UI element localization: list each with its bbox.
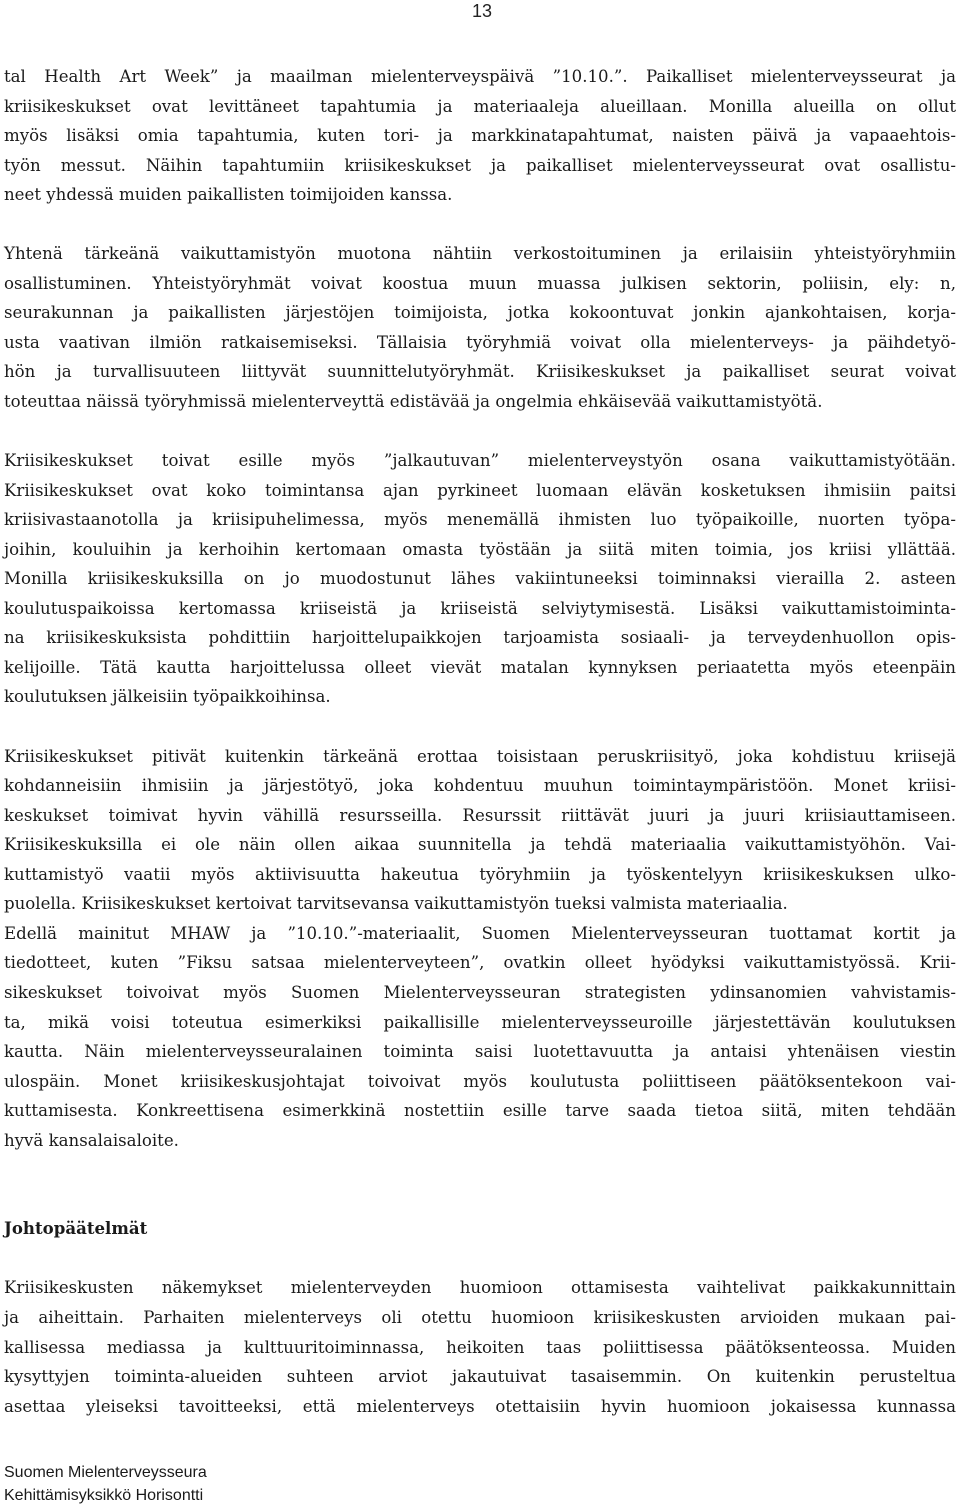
paragraph [4, 446, 956, 712]
text-line: kriisivastaanotolla ja kriisipuhelimessa, myös menemällä ihmisten luo työpaikoille, nuorten työpa- [4, 510, 956, 530]
text-line: hyvä kansalaisaloite. [4, 1130, 179, 1150]
text-line: kallisessa mediassa ja kulttuuritoiminnassa, heikoiten taas poliittisessa päätöksenteossa. Muiden [4, 1337, 956, 1357]
text-line: na kriisikeskuksista pohdittiin harjoittelupaikkojen tarjoamista sosiaali- ja terveydenhuollon opis- [4, 628, 956, 648]
text-line: kohdanneisiin ihmisiin ja järjestötyö, joka kohdentuu muuhun toimintaympäristöön. Monet kriisi- [4, 776, 956, 796]
page-number: 13 [471, 1, 492, 21]
text-line: koulutuksen jälkeisiin työpaikkoihinsa. [4, 687, 331, 707]
text-line: työn messut. Näihin tapahtumiin kriisikeskukset ja paikalliset mielenterveysseurat ovat osallistu- [4, 155, 956, 175]
section-heading: Johtopäätelmät [4, 1218, 148, 1239]
text-line: ulospäin. Monet kriisikeskusjohtajat toivoivat myös koulutusta poliittiseen päätöksentekoon vai- [4, 1071, 956, 1091]
footer-organization: Suomen Mielenterveysseura [4, 1464, 207, 1481]
text-line: usta vaativan ilmiön ratkaisemiseksi. Tällaisia työryhmiä voivat olla mielenterveys- ja päihdetyö- [4, 332, 956, 352]
text-line: ja aiheittain. Parhaiten mielenterveys oli otettu huomioon kriisikeskusten arvioiden mukaan pai- [4, 1307, 956, 1327]
text-line: kuttamistyö vaatii myös aktiivisuutta hakeutua työryhmiin ja työskentelyyn kriisikeskuksen ulko- [4, 864, 956, 884]
document-body [4, 62, 956, 1421]
text-line: asettaa yleiseksi tavoitteeksi, että mielenterveys otettaisiin hyvin huomioon jokaisessa kunnassa [4, 1396, 956, 1416]
paragraph [4, 239, 956, 416]
text-line: joihin, kouluihin ja kerhoihin kertomaan omasta työstään ja siitä miten toimia, jos kriisi yllättää. [4, 539, 956, 559]
paragraph [4, 1273, 956, 1421]
text-line: kelijoille. Tätä kautta harjoittelussa olleet vievät matalan kynnyksen periaatetta myös eteenpäin [4, 657, 956, 677]
text-line: Kriisikeskukset ovat koko toimintansa ajan pyrkineet luomaan elävän kosketuksen ihmisiin paitsi [4, 480, 956, 500]
text-line: hön ja turvallisuuteen liittyvät suunnittelutyöryhmät. Kriisikeskukset ja paikalliset seurat voivat [4, 362, 956, 382]
footer-unit: Kehittämisyksikkö Horisontti [4, 1487, 204, 1504]
text-line: myös lisäksi omia tapahtumia, kuten tori- ja markkinatapahtumat, naisten päivä ja vapaaehtois- [4, 126, 956, 146]
page-footer [4, 1461, 207, 1507]
text-line: kautta. Näin mielenterveysseuralainen toiminta saisi luotettavuutta ja antaisi yhtenäisen viestin [4, 1042, 956, 1062]
text-line: keskukset toimivat hyvin vähillä resursseilla. Resurssit riittävät juuri ja juuri kriisiauttamiseen. [4, 805, 956, 825]
text-line: kysyttyjen toiminta-alueiden suhteen arviot jakautuivat tasaisemmin. On kuitenkin perusteltua [4, 1367, 956, 1387]
text-line: Monilla kriisikeskuksilla on jo muodostunut lähes vakiintuneeksi toiminnaksi vierailla 2. asteen [4, 569, 956, 589]
text-line: Kriisikeskuksilla ei ole näin ollen aikaa suunnitella ja tehdä materiaalia vaikuttamistyöhön. Vai- [4, 835, 956, 855]
text-line: neet yhdessä muiden paikallisten toimijoiden kanssa. [4, 185, 453, 205]
text-line: Edellä mainitut MHAW ja ”10.10.”-materiaalit, Suomen Mielenterveysseuran tuottamat kortit ja [4, 923, 956, 943]
text-line: sikeskukset toivoivat myös Suomen Mielenterveysseuran strategisten ydinsanomien vahvistamis- [4, 982, 956, 1002]
text-line: Yhtenä tärkeänä vaikuttamistyön muotona nähtiin verkostoituminen ja erilaisiin yhteistyöryhmiin [4, 244, 956, 264]
text-line: osallistuminen. Yhteistyöryhmät voivat koostua muun muassa julkisen sektorin, poliisin, ely: n, [4, 273, 956, 293]
text-line: seurakunnan ja paikallisten järjestöjen toimijoista, jotka kokoontuvat jonkin ajankohtaisen, korja- [4, 303, 956, 323]
text-line: Kriisikeskukset pitivät kuitenkin tärkeänä erottaa toisistaan peruskriisityö, joka kohdistuu kriisejä [4, 746, 956, 766]
text-line: ta, mikä voisi toteutua esimerkiksi paikallisille mielenterveysseuroille järjestettävän koulutuksen [4, 1012, 956, 1032]
text-line: Kriisikeskukset toivat esille myös ”jalkautuvan” mielenterveystyön osana vaikuttamistyötään. [4, 451, 956, 471]
text-line: toteuttaa näissä työryhmissä mielenterveyttä edistävää ja ongelmia ehkäisevää vaikuttamistyötä. [4, 392, 823, 412]
text-line: tiedotteet, kuten ”Fiksu satsaa mielenterveyteen”, ovatkin olleet hyödyksi vaikuttamistyössä. Krii- [4, 953, 956, 973]
paragraph [4, 62, 956, 210]
text-line: Kriisikeskusten näkemykset mielenterveyden huomioon ottamisesta vaihtelivat paikkakunnittain [4, 1278, 956, 1298]
text-line: kuttamisesta. Konkreettisena esimerkkinä nostettiin esille tarve saada tietoa siitä, miten tehdään [4, 1101, 956, 1121]
text-line: kriisikeskukset ovat levittäneet tapahtumia ja materiaaleja alueillaan. Monilla alueilla on ollut [4, 96, 956, 116]
text-line: tal Health Art Week” ja maailman mielenterveyspäivä ”10.10.”. Paikalliset mielenterveysseurat ja [4, 67, 956, 86]
paragraph [4, 742, 956, 1156]
text-line: koulutuspaikoissa kertomassa kriiseistä ja kriiseistä selviytymisestä. Lisäksi vaikuttamistoiminta- [4, 598, 956, 618]
text-line: puolella. Kriisikeskukset kertoivat tarvitsevansa vaikuttamistyön tueksi valmista materiaalia. [4, 894, 788, 914]
